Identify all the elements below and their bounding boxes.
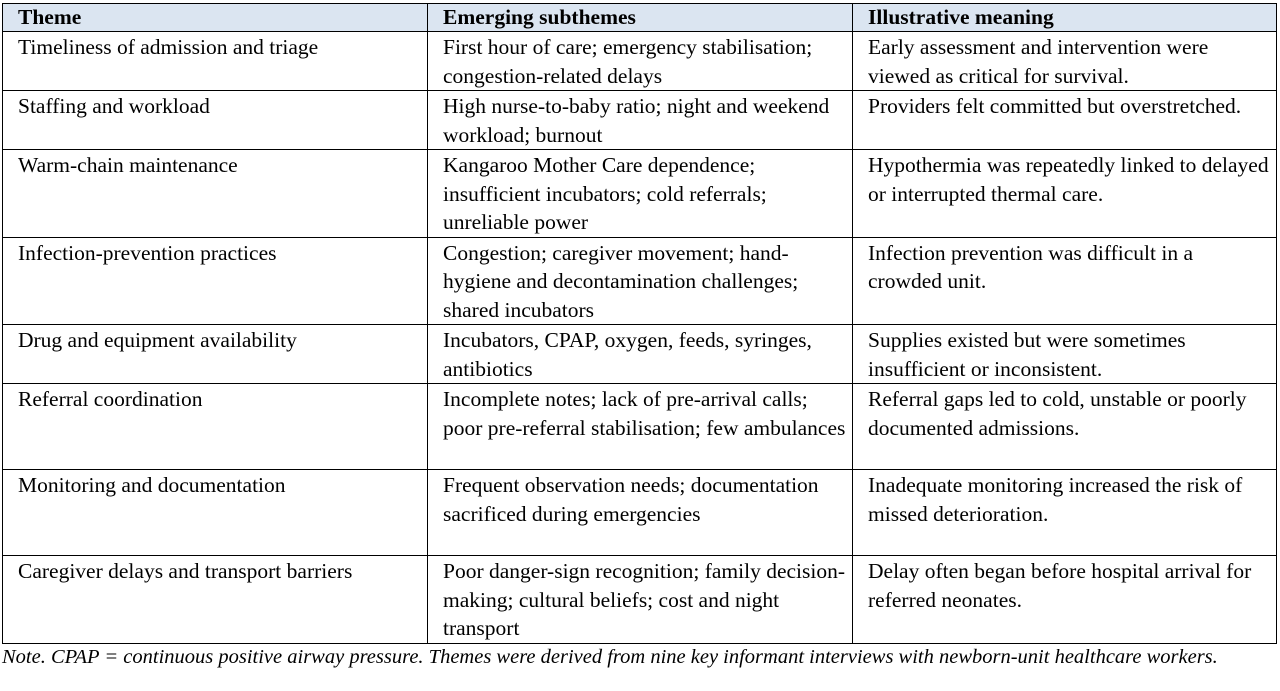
cell-meaning: Early assessment and intervention were viewed as critical for survival. (853, 32, 1277, 91)
cell-meaning: Providers felt committed but overstretched. (853, 91, 1277, 150)
table-row (3, 325, 1277, 384)
cell-subthemes: Poor danger-sign recognition; family decision-making; cultural beliefs; cost and night transport (428, 556, 853, 644)
table-header (3, 4, 1277, 32)
cell-subthemes: High nurse-to-baby ratio; night and weekend workload; burnout (428, 91, 853, 150)
table-body (3, 32, 1277, 644)
header-theme: Theme (3, 4, 428, 32)
cell-meaning: Infection prevention was difficult in a crowded unit. (853, 237, 1277, 325)
cell-meaning: Hypothermia was repeatedly linked to delayed or interrupted thermal care. (853, 150, 1277, 238)
cell-theme: Drug and equipment availability (3, 325, 428, 384)
cell-subthemes: First hour of care; emergency stabilisation; congestion-related delays (428, 32, 853, 91)
table-row (3, 91, 1277, 150)
cell-theme: Timeliness of admission and triage (3, 32, 428, 91)
header-illustrative-meaning: Illustrative meaning (853, 4, 1277, 32)
cell-theme: Infection-prevention practices (3, 237, 428, 325)
table-note: Note. CPAP = continuous positive airway pressure. Themes were derived from nine key informant interviews with newborn-unit healthcare workers. (2, 646, 1218, 668)
themes-table-container (2, 3, 1276, 644)
table-row (3, 150, 1277, 238)
cell-meaning: Referral gaps led to cold, unstable or poorly documented admissions. (853, 384, 1277, 470)
header-row (3, 4, 1277, 32)
table-row (3, 237, 1277, 325)
cell-theme: Monitoring and documentation (3, 470, 428, 556)
cell-theme: Staffing and workload (3, 91, 428, 150)
cell-subthemes: Kangaroo Mother Care dependence; insufficient incubators; cold referrals; unreliable power (428, 150, 853, 238)
cell-theme: Referral coordination (3, 384, 428, 470)
cell-subthemes: Congestion; caregiver movement; hand-hygiene and decontamination challenges; shared incubators (428, 237, 853, 325)
cell-meaning: Inadequate monitoring increased the risk of missed deterioration. (853, 470, 1277, 556)
table-row (3, 470, 1277, 556)
cell-subthemes: Incomplete notes; lack of pre-arrival calls; poor pre-referral stabilisation; few ambulances (428, 384, 853, 470)
cell-meaning: Supplies existed but were sometimes insufficient or inconsistent. (853, 325, 1277, 384)
cell-meaning: Delay often began before hospital arrival for referred neonates. (853, 556, 1277, 644)
table-row (3, 384, 1277, 470)
table-row (3, 556, 1277, 644)
header-emerging-subthemes: Emerging subthemes (428, 4, 853, 32)
themes-table (2, 3, 1277, 644)
table-row (3, 32, 1277, 91)
cell-subthemes: Incubators, CPAP, oxygen, feeds, syringes, antibiotics (428, 325, 853, 384)
cell-theme: Warm-chain maintenance (3, 150, 428, 238)
cell-theme: Caregiver delays and transport barriers (3, 556, 428, 644)
cell-subthemes: Frequent observation needs; documentation sacrificed during emergencies (428, 470, 853, 556)
